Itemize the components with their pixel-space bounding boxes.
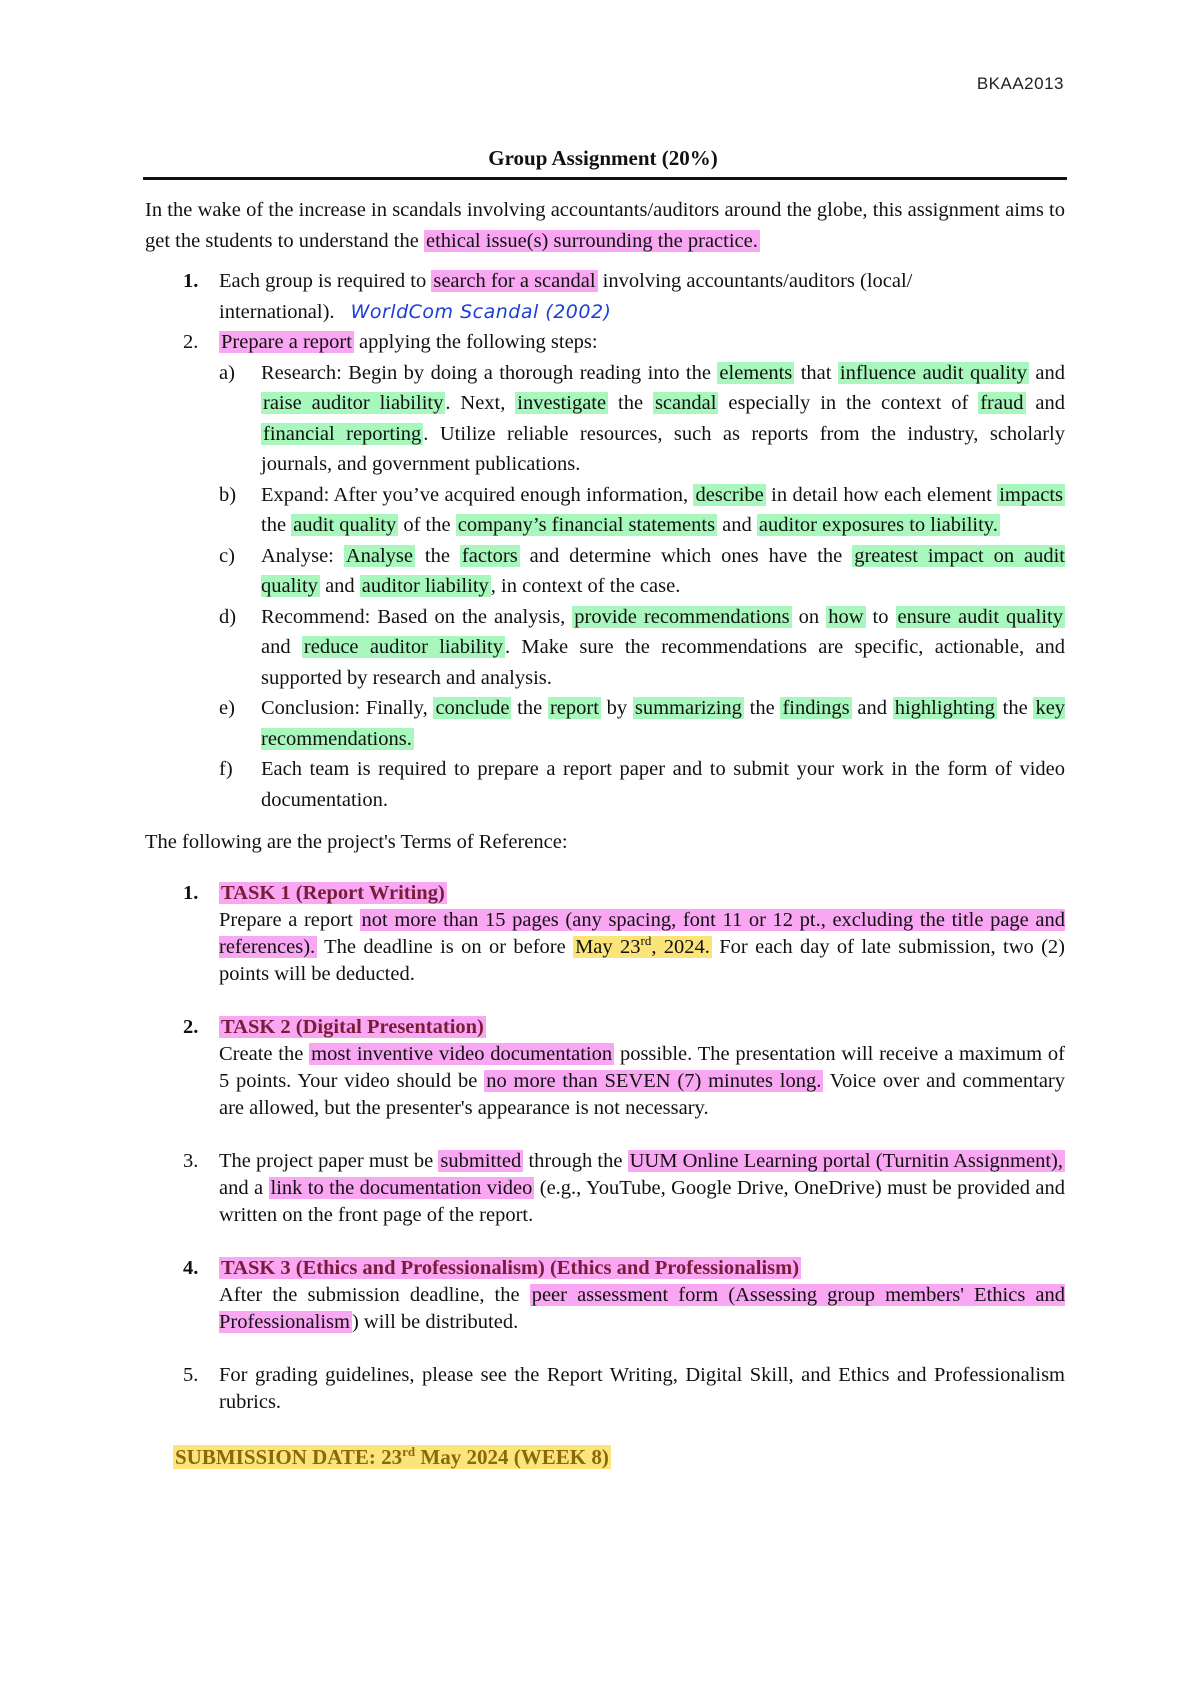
text: May 2024 (WEEK 8) <box>415 1444 609 1469</box>
text: ) will be distributed. <box>351 1310 519 1333</box>
text: especially in the context of <box>718 392 979 414</box>
document-body <box>145 195 1065 1472</box>
highlight: summarizing <box>634 697 742 719</box>
text: . Utilize reliable resources, such as reports from the industry, scholarly journals, and government publications. <box>261 422 1065 475</box>
course-code: BKAA2013 <box>976 74 1064 93</box>
intro-highlight: ethical issue(s) surrounding the practice. <box>425 229 758 252</box>
text: and <box>319 575 360 597</box>
substep-e <box>219 693 1065 754</box>
step-number: 2. <box>183 331 199 353</box>
highlight: not more than 15 pages (any spacing, font 11 or 12 pt., excluding the title page and references). <box>219 908 1065 958</box>
highlight: scandal <box>654 392 717 414</box>
step-1 <box>145 266 1065 327</box>
step-number: 1. <box>183 270 199 292</box>
term-number: 5. <box>183 1363 199 1386</box>
term-title: TASK 3 (Ethics and Professionalism) (Ethics and Professionalism) <box>221 1256 800 1279</box>
text: by <box>600 697 633 719</box>
intro-paragraph <box>145 195 1065 256</box>
text: in detail how each element <box>765 483 998 506</box>
text: For each day of late submission, two (2) points will be deducted. <box>219 935 1065 985</box>
text: , 2024. <box>651 935 710 958</box>
handwritten-note: WorldCom Scandal (2002) <box>350 300 612 323</box>
highlight: influence audit quality <box>839 361 1027 384</box>
substep-letter: c) <box>219 544 235 567</box>
superscript: rd <box>402 1443 416 1459</box>
highlight: UUM Online Learning portal (Turnitin Assignment), <box>629 1149 1063 1172</box>
highlight: describe <box>695 483 764 506</box>
submission-highlight <box>173 1445 611 1469</box>
text: The deadline is on or before <box>317 935 574 958</box>
text: and determine which ones have the <box>519 544 853 567</box>
steps-list <box>145 266 1065 815</box>
text: the <box>996 697 1034 719</box>
deadline-highlight <box>573 932 712 958</box>
text: (e.g., YouTube, Google Drive, OneDrive) must be provided and written on the front page of the report. <box>219 1176 1066 1226</box>
term-1 <box>145 880 1065 988</box>
highlight: financial reporting <box>263 422 422 445</box>
text: the <box>511 697 548 719</box>
highlight: provide recommendations <box>574 605 790 628</box>
substep-d <box>219 602 1065 694</box>
text: Prepare a report <box>219 908 360 931</box>
text: that <box>794 361 838 384</box>
term-text <box>219 1041 1065 1122</box>
text: and a <box>219 1176 269 1199</box>
superscript: rd <box>640 932 652 948</box>
term-text <box>219 1282 1065 1336</box>
term-4 <box>145 1255 1065 1336</box>
text: Create the <box>219 1042 310 1065</box>
substep-a <box>219 358 1065 480</box>
text: Conclusion: Finally, <box>261 697 434 719</box>
highlight: auditor exposures to liability. <box>758 514 998 536</box>
highlight: how <box>828 605 864 628</box>
text: to <box>865 605 896 628</box>
highlight: elements <box>719 361 793 384</box>
text: and <box>261 636 302 658</box>
substep-f <box>219 754 1065 815</box>
highlight: search for a scandal <box>433 270 596 292</box>
term-number: 3. <box>183 1149 199 1172</box>
text: the <box>415 544 460 567</box>
term-text: For grading guidelines, please see the Report Writing, Digital Skill, and Ethics and Professionalism rubrics. <box>219 1363 1065 1413</box>
step-text: Each group is required to <box>219 270 432 292</box>
substep-letter: d) <box>219 605 237 628</box>
text: Expand: After you’ve acquired enough information, <box>261 483 694 506</box>
text: SUBMISSION DATE: 23 <box>175 1444 403 1469</box>
step-text: involving accountants/auditors (local/ international). <box>219 270 913 323</box>
text: . Make sure the recommendations are specific, actionable, and supported by research and analysis. <box>261 636 1065 689</box>
highlight: most inventive video documentation <box>311 1042 613 1065</box>
highlight: ensure audit quality <box>897 605 1063 628</box>
title-rule <box>143 177 1067 180</box>
text: and <box>1025 392 1066 414</box>
substeps-list <box>219 358 1065 816</box>
text: of the <box>398 514 456 536</box>
highlight: highlighting <box>894 697 995 719</box>
substep-letter: b) <box>219 483 237 506</box>
highlight: company’s financial statements <box>457 514 716 536</box>
highlight: greatest impact on audit quality <box>261 544 1065 597</box>
substep-c <box>219 541 1065 602</box>
highlight: no more than SEVEN (7) minutes long. <box>486 1069 822 1092</box>
substep-letter: e) <box>219 697 235 719</box>
text: and <box>717 514 757 536</box>
text: on <box>791 605 827 628</box>
term-title: TASK 2 (Digital Presentation) <box>221 1015 484 1038</box>
text: the <box>743 697 781 719</box>
text: Research: Begin by doing a thorough reading into the <box>261 361 718 384</box>
term-text <box>219 1148 1065 1229</box>
text: possible. The presentation will receive a maximum of 5 points. Your video should be <box>219 1042 1066 1092</box>
text: Analyse: <box>261 544 344 567</box>
substep-letter: a) <box>219 361 235 384</box>
term-number: 4. <box>183 1256 199 1279</box>
text: through the <box>523 1149 628 1172</box>
term-2 <box>145 1014 1065 1122</box>
text: The project paper must be <box>219 1149 439 1172</box>
term-title: TASK 1 (Report Writing) <box>221 881 445 904</box>
term-5 <box>145 1362 1065 1416</box>
highlight: findings <box>782 697 850 719</box>
text: Recommend: Based on the analysis, <box>261 605 573 628</box>
terms-list <box>145 880 1065 1416</box>
highlight: raise auditor liability <box>263 392 444 414</box>
text: the <box>261 514 292 536</box>
text: and <box>1028 361 1065 384</box>
text: and <box>851 697 893 719</box>
term-text <box>219 907 1065 988</box>
highlight: reduce auditor liability <box>303 636 503 658</box>
highlight: auditor liability <box>361 575 489 597</box>
text: May 23 <box>575 935 641 958</box>
step-text: applying the following steps: <box>353 331 598 353</box>
highlight: audit quality <box>293 514 397 536</box>
submission-date <box>173 1442 1065 1473</box>
page-title: Group Assignment (20%) <box>488 146 718 170</box>
text: Each team is required to prepare a report paper and to submit your work in the form of video documentation. <box>261 758 1065 811</box>
term-3 <box>145 1148 1065 1229</box>
highlight: submitted <box>440 1149 522 1172</box>
terms-intro: The following are the project's Terms of Reference: <box>145 831 568 853</box>
highlight: investigate <box>517 392 607 414</box>
step-2 <box>145 327 1065 815</box>
substep-b <box>219 480 1065 541</box>
highlight: factors <box>461 544 518 567</box>
text: the <box>608 392 653 414</box>
highlight: Analyse <box>345 544 413 567</box>
highlight: link to the documentation video <box>270 1176 533 1199</box>
intro-text: In the wake of the increase in scandals involving accountants/auditors around the globe, this assignment aims to get the students to understand the <box>145 199 1065 252</box>
highlight: fraud <box>980 392 1024 414</box>
text: , in context of the case. <box>490 575 681 597</box>
highlight: peer assessment form (Assessing group members' Ethics and Professionalism <box>219 1283 1065 1333</box>
term-number: 2. <box>183 1015 199 1038</box>
highlight: Prepare a report <box>221 331 352 353</box>
highlight: report <box>549 697 599 719</box>
text: After the submission deadline, the <box>219 1283 530 1306</box>
highlight: impacts <box>999 483 1063 506</box>
highlight: conclude <box>435 697 510 719</box>
text: Voice over and commentary are allowed, but the presenter's appearance is not necessary. <box>219 1069 1066 1119</box>
substep-letter: f) <box>219 758 233 780</box>
highlight: key recommendations. <box>261 697 1066 750</box>
text: . Next, <box>445 392 516 414</box>
term-number: 1. <box>183 881 199 904</box>
